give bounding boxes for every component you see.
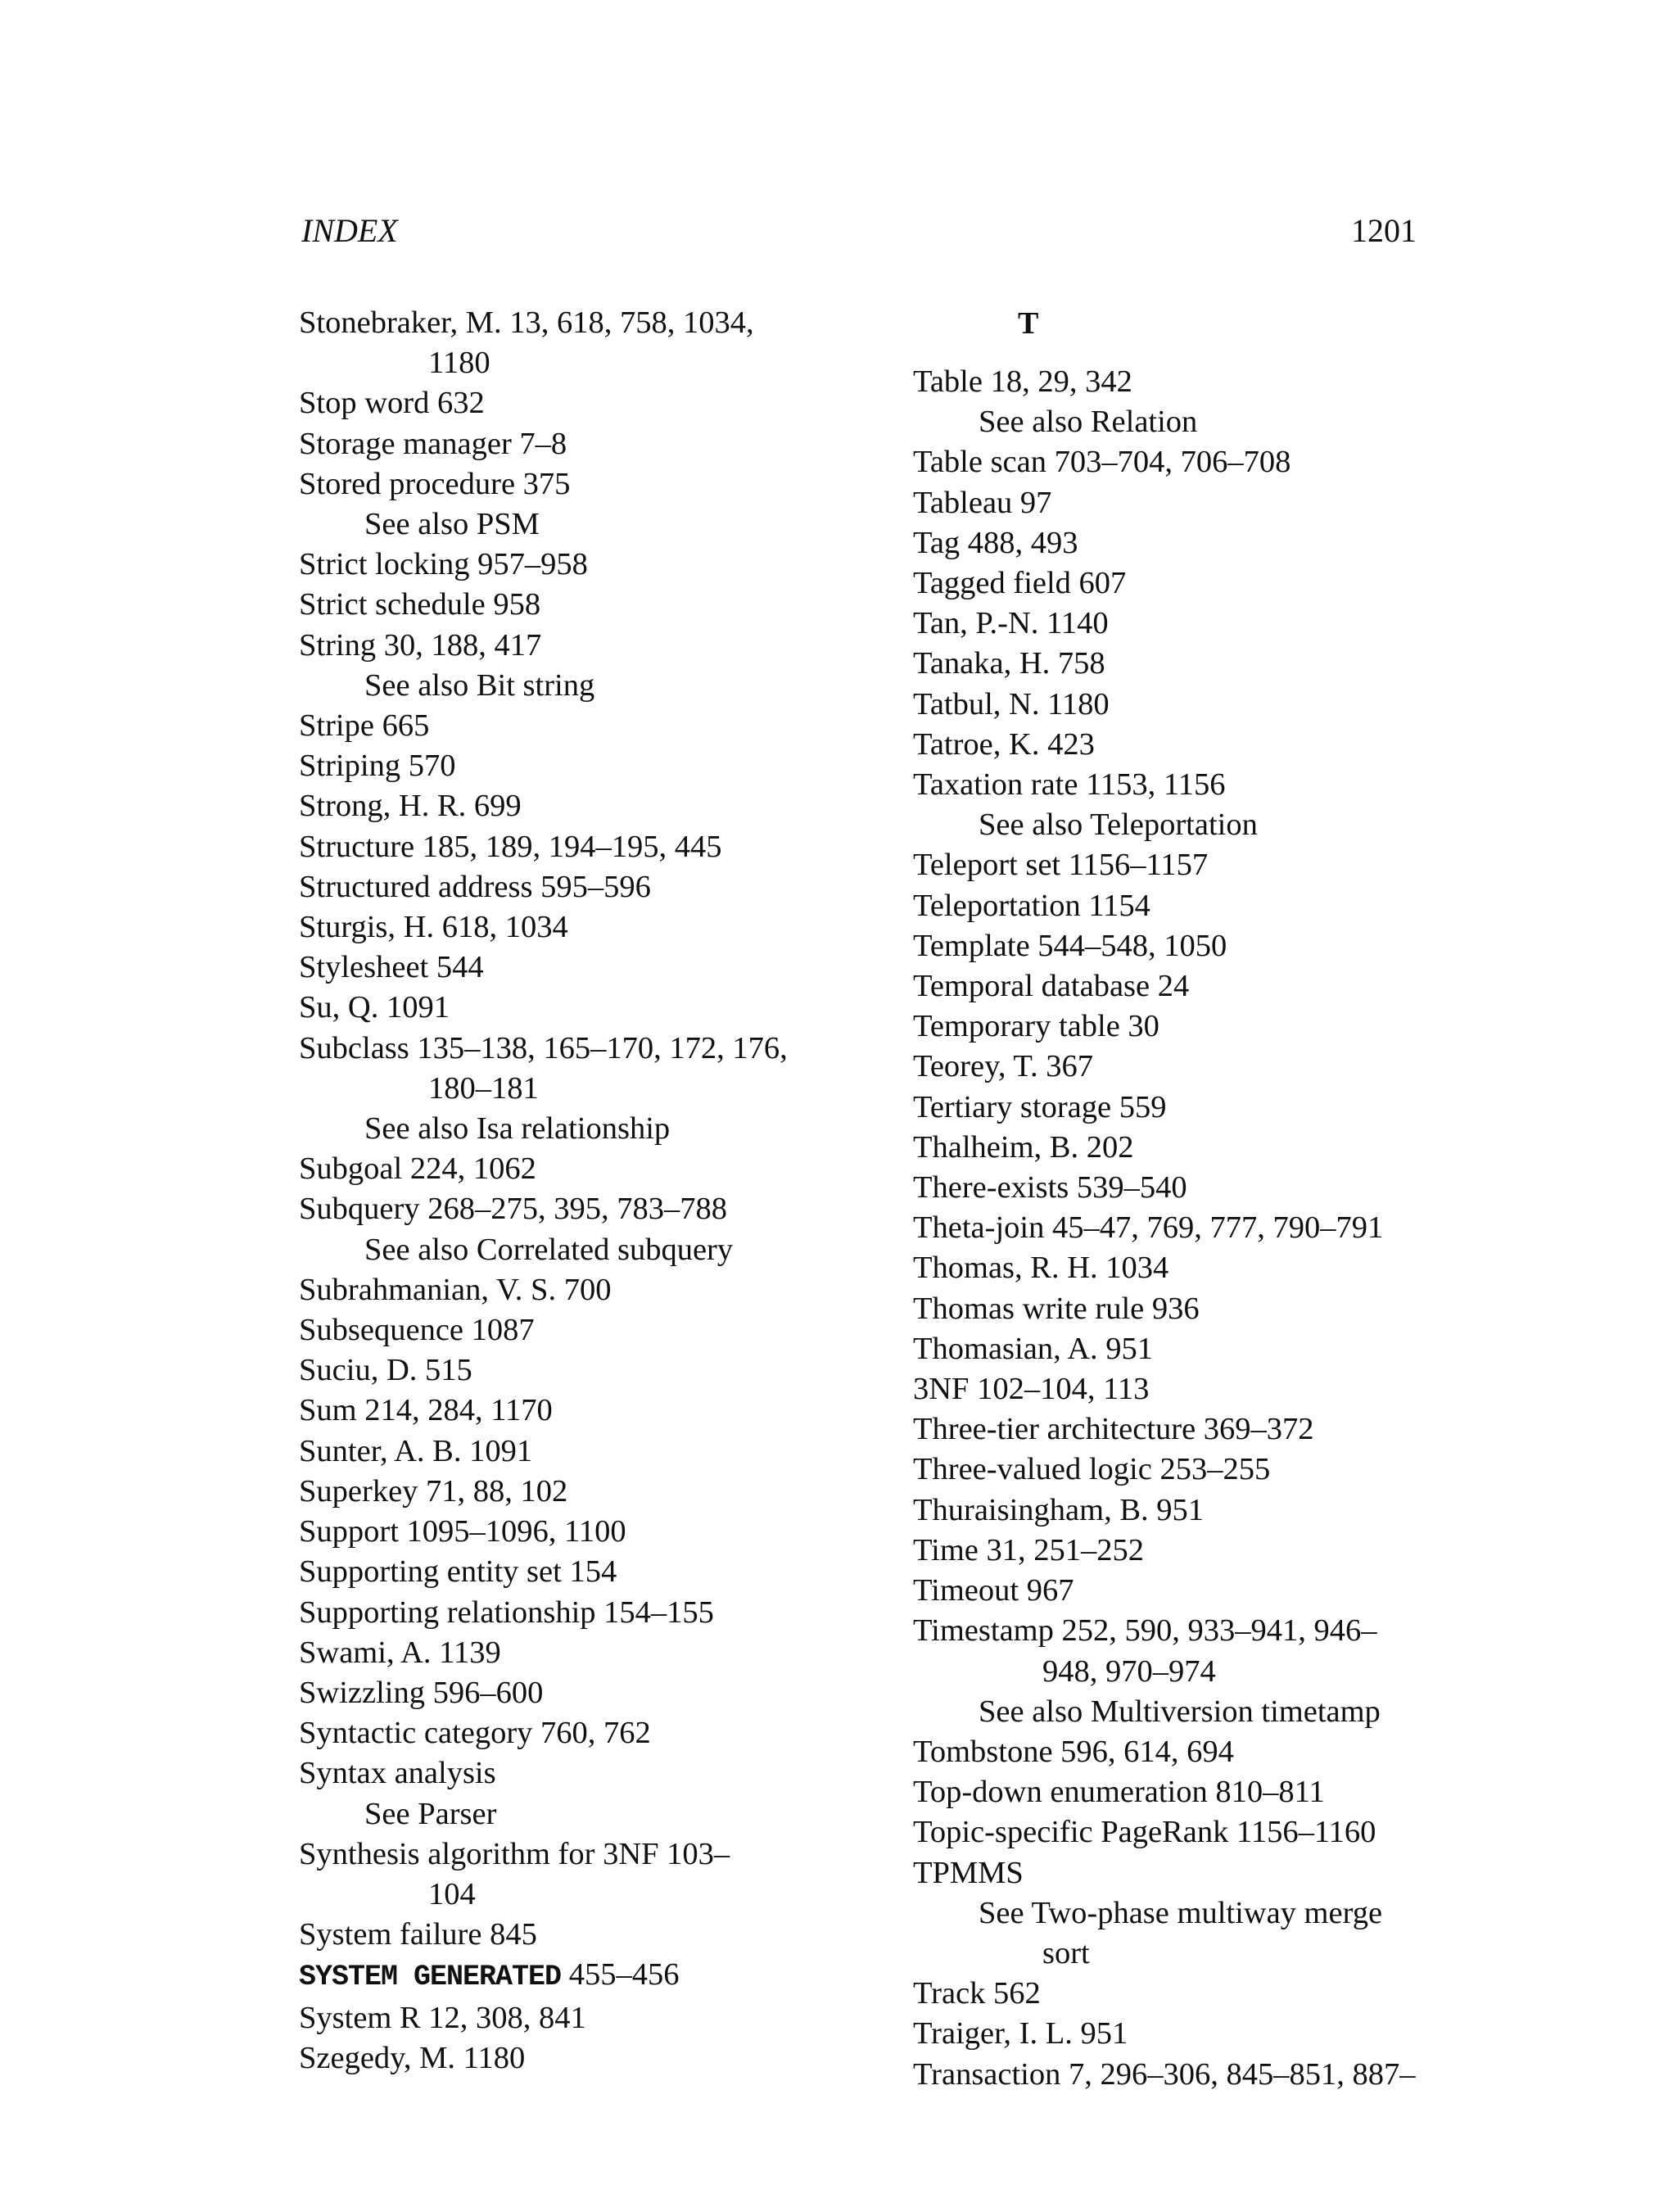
index-cross-reference: See Two-phase multiway merge <box>979 1895 1383 1930</box>
index-entry: String 30, 188, 417 <box>299 627 542 663</box>
index-entry: Su, Q. 1091 <box>299 990 450 1025</box>
index-entry: Thomas, R. H. 1034 <box>913 1251 1169 1286</box>
page-number: 1201 <box>1351 212 1417 249</box>
index-entry: Syntax analysis <box>299 1756 496 1791</box>
index-entry: Traiger, I. L. 951 <box>913 2016 1128 2051</box>
index-entry: Timeout 967 <box>913 1573 1074 1608</box>
index-entry: Theta-join 45–47, 769, 777, 790–791 <box>913 1210 1384 1246</box>
index-entry: Tertiary storage 559 <box>913 1089 1167 1124</box>
index-entry: Three-valued logic 253–255 <box>913 1452 1271 1487</box>
index-entry: Tombstone 596, 614, 694 <box>913 1734 1234 1769</box>
index-entry-continuation: 180–181 <box>428 1070 539 1106</box>
index-entry: Supporting relationship 154–155 <box>299 1595 714 1630</box>
index-entry: There-exists 539–540 <box>913 1170 1187 1206</box>
index-entry: Topic-specific PageRank 1156–1160 <box>913 1815 1376 1850</box>
index-entry: Swizzling 596–600 <box>299 1675 544 1710</box>
index-entry: Subsequence 1087 <box>299 1313 535 1348</box>
index-cross-reference: See also Bit string <box>364 667 595 703</box>
index-entry: Subclass 135–138, 165–170, 172, 176, <box>299 1030 788 1065</box>
index-entry: Synthesis algorithm for 3NF 103– <box>299 1836 730 1871</box>
index-entry: Sunter, A. B. 1091 <box>299 1433 533 1468</box>
index-entry-continuation: 104 <box>428 1876 476 1911</box>
index-entry: Teleportation 1154 <box>913 888 1150 923</box>
index-entry: Subquery 268–275, 395, 783–788 <box>299 1192 727 1227</box>
index-entry: Table scan 703–704, 706–708 <box>913 445 1291 480</box>
index-entry: Szegedy, M. 1180 <box>299 2040 526 2075</box>
index-cross-reference: See Parser <box>364 1796 497 1831</box>
index-entry: Subgoal 224, 1062 <box>299 1151 536 1187</box>
index-cross-reference: See also Relation <box>979 405 1198 440</box>
index-entry: Superkey 71, 88, 102 <box>299 1473 568 1509</box>
index-entry: Structure 185, 189, 194–195, 445 <box>299 829 722 864</box>
index-entry: Tan, P.-N. 1140 <box>913 606 1109 641</box>
index-entry-continuation: sort <box>1042 1935 1090 1970</box>
index-entry-continuation: 948, 970–974 <box>1042 1653 1216 1689</box>
index-entry: TPMMS <box>913 1855 1024 1890</box>
index-entry: Storage manager 7–8 <box>299 426 567 461</box>
index-entry: Tatbul, N. 1180 <box>913 686 1110 722</box>
index-entry: Strict schedule 958 <box>299 587 541 622</box>
index-cross-reference: See also Multiversion timetamp <box>979 1694 1381 1729</box>
index-entry: Tagged field 607 <box>913 566 1127 601</box>
index-entry: Stripe 665 <box>299 708 430 744</box>
index-cross-reference: See also Teleportation <box>979 807 1258 843</box>
index-entry: Thalheim, B. 202 <box>913 1129 1134 1165</box>
index-column-left <box>299 303 831 2079</box>
index-entry: Thomas write rule 936 <box>913 1291 1200 1326</box>
index-cross-reference: See also PSM <box>364 507 540 542</box>
index-entry-continuation: 1180 <box>428 346 490 381</box>
index-entry: Stylesheet 544 <box>299 950 484 985</box>
index-entry: System failure 845 <box>299 1917 537 1952</box>
index-entry: Thuraisingham, B. 951 <box>913 1492 1205 1527</box>
index-entry: Temporal database 24 <box>913 969 1190 1004</box>
index-entry: Three-tier architecture 369–372 <box>913 1412 1314 1447</box>
index-entry: Teorey, T. 367 <box>913 1049 1094 1084</box>
index-entry: Subrahmanian, V. S. 700 <box>299 1272 612 1307</box>
index-entry: Stored procedure 375 <box>299 466 571 501</box>
index-entry: Time 31, 251–252 <box>913 1532 1145 1567</box>
index-entry <box>299 1955 831 1997</box>
index-entry: Top-down enumeration 810–811 <box>913 1775 1325 1810</box>
index-entry: 3NF 102–104, 113 <box>913 1372 1150 1407</box>
page-header-title: INDEX <box>301 212 398 249</box>
index-cross-reference: See also Correlated subquery <box>364 1232 734 1267</box>
index-entry-keyword: SYSTEM GENERATED <box>299 1961 562 1994</box>
index-entry: Tableau 97 <box>913 485 1052 520</box>
index-column-right <box>913 303 1470 2095</box>
index-entry: Structured address 595–596 <box>299 869 651 904</box>
index-entry: Timestamp 252, 590, 933–941, 946– <box>913 1613 1377 1649</box>
index-entry: System R 12, 308, 841 <box>299 2000 586 2035</box>
index-entry: Support 1095–1096, 1100 <box>299 1514 626 1549</box>
index-entry: Stop word 632 <box>299 386 485 421</box>
index-entry: Stonebraker, M. 13, 618, 758, 1034, <box>299 305 754 340</box>
index-entry: Strict locking 957–958 <box>299 547 588 582</box>
index-entry: Supporting entity set 154 <box>299 1554 617 1590</box>
index-entry: Tag 488, 493 <box>913 525 1078 560</box>
index-entry: Swami, A. 1139 <box>299 1635 501 1670</box>
index-entry: Table 18, 29, 342 <box>913 364 1132 399</box>
index-entry: Track 562 <box>913 1976 1041 2011</box>
index-entry: Temporary table 30 <box>913 1009 1159 1044</box>
index-entry-pages: 455–456 <box>561 1957 680 1993</box>
index-entry: Teleport set 1156–1157 <box>913 848 1209 883</box>
index-entry: Sturgis, H. 618, 1034 <box>299 910 568 945</box>
index-entry: Transaction 7, 296–306, 845–851, 887– <box>913 2056 1416 2092</box>
index-cross-reference: See also Isa relationship <box>364 1111 671 1147</box>
index-entry: Suciu, D. 515 <box>299 1353 472 1388</box>
index-entry: Striping 570 <box>299 749 456 784</box>
section-letter: T <box>1018 306 1039 341</box>
index-entry: Taxation rate 1153, 1156 <box>913 767 1226 803</box>
index-entry: Thomasian, A. 951 <box>913 1331 1153 1366</box>
index-entry: Sum 214, 284, 1170 <box>299 1393 553 1428</box>
index-entry: Strong, H. R. 699 <box>299 789 522 824</box>
index-entry: Syntactic category 760, 762 <box>299 1716 651 1751</box>
index-entry: Tanaka, H. 758 <box>913 646 1105 681</box>
index-entry: Tatroe, K. 423 <box>913 726 1095 762</box>
index-entry: Template 544–548, 1050 <box>913 928 1227 963</box>
